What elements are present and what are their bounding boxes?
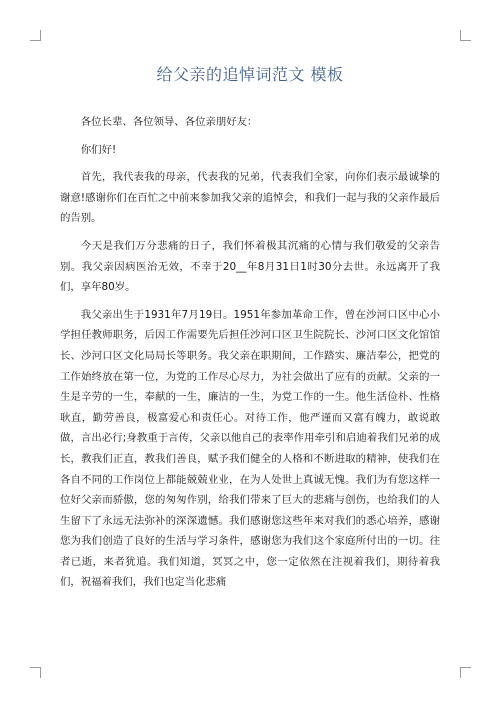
paragraph-thanks: 首先，我代表我的母亲，代表我的兄弟，代表我们全家，向你们表示最诚挚的谢意!感谢你们在百忙之中前来参加我父亲的追悼会，和我们一起与我的父亲作最后的告别。 <box>60 171 440 225</box>
crop-mark-bottom-left <box>30 667 41 678</box>
paragraph-farewell: 今天是我们万分悲痛的日子，我们怀着极其沉痛的心情与我们敬爱的父亲告别。我父亲因病医治无效，不幸于20__年8月31日1时30分去世。永远离开了我们，享年80岁。 <box>60 239 440 294</box>
document-body <box>60 112 440 593</box>
crop-mark-top-left <box>30 30 41 41</box>
salutation: 各位长辈、各位领导、各位亲朋好友： <box>80 116 258 128</box>
crop-mark-top-right <box>460 30 471 41</box>
paragraph-biography: 我父亲出生于1931年7月19日。1951年参加革命工作，曾在沙河口区中心小学担任教师职务，后因工作需要先后担任沙河口区卫生院院长、沙河口区文化馆馆长、沙河口区文化局局长等职务。我父亲在职期间，工作踏实、廉洁奉公，把党的工作始终放在第一位，为党的工作尽心尽力，为社会做出了应有的贡献。父亲的一生是辛劳的一生，奉献的一生，廉洁的一生，为党工作的一生。他生活俭朴、性格耿直，勤劳善良，极富爱心和责任心。对待工作，他严谨而又富有魄力，敢说敢做，言出必行;身教重于言传，父亲以他自己的表率作用牵引和启迪着我们兄弟的成长，教我们正直，教我们善良，赋予我们健全的人格和不断进取的精神，使我们在各自不同的工作岗位上都能兢兢业业，在为人处世上真诚无愧。我们为有您这样一位好父亲而骄傲，您的匆匆作别，给我们带来了巨大的悲痛与创伤，也给我们的人生留下了永远无法弥补的深深遗憾。我们感谢您这些年来对我们的悉心培养，感谢您为我们创造了良好的生活与学习条件，感谢您为我们这个家庭所付出的一切。往者已逝，来者犹追。我们知道，冥冥之中，您一定依然在注视着我们，期待着我们，祝福着我们，我们也定当化悲痛 <box>60 308 440 589</box>
greeting: 你们好! <box>80 143 117 156</box>
document-title: 给父亲的追悼词范文 模板 <box>156 65 344 84</box>
crop-mark-bottom-right <box>460 667 471 678</box>
